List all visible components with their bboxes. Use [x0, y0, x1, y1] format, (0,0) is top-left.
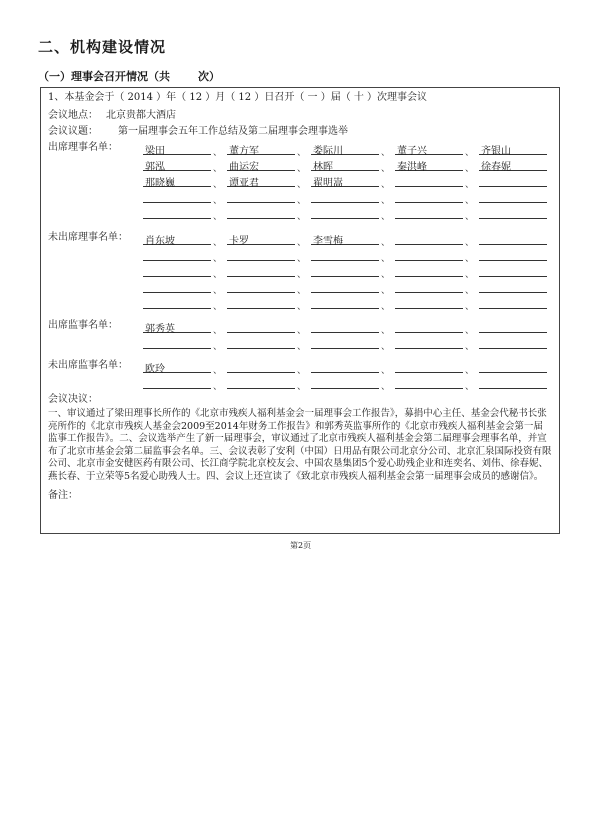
present-directors-label: 出席理事名单： [48, 142, 118, 153]
name-separator: 、 [465, 238, 475, 248]
absent-directors-label: 未出席理事名单： [48, 232, 128, 243]
name-separator: 、 [465, 148, 475, 158]
meeting-date-line: 1、本基金会于（ 2014 ）年（ 12 ）月（ 12 ）日召开（ 一 ）届（ 十 ）次理事会议 [48, 92, 428, 103]
name-separator: 、 [213, 382, 223, 392]
person-name: 董子兴 [397, 146, 427, 157]
person-name: 郭秀英 [145, 324, 175, 335]
name-blank-line [227, 388, 295, 389]
name-separator: 、 [213, 302, 223, 312]
name-separator: 、 [213, 148, 223, 158]
name-blank-line [227, 202, 295, 203]
name-separator: 、 [297, 196, 307, 206]
name-blank-line [479, 276, 547, 277]
name-separator: 、 [381, 326, 391, 336]
person-name: 徐春妮 [481, 162, 511, 173]
resolution-label: 会议决议： [48, 394, 98, 405]
name-separator: 、 [213, 238, 223, 248]
name-blank-line [143, 292, 211, 293]
name-blank-line [227, 308, 295, 309]
person-name: 肖东坡 [145, 236, 175, 247]
name-blank-line [395, 244, 463, 245]
name-separator: 、 [465, 180, 475, 190]
name-separator: 、 [297, 180, 307, 190]
name-separator: 、 [381, 164, 391, 174]
name-separator: 、 [213, 366, 223, 376]
name-blank-line [311, 308, 379, 309]
name-separator: 、 [381, 212, 391, 222]
name-blank-line [479, 218, 547, 219]
name-separator: 、 [213, 164, 223, 174]
name-separator: 、 [465, 270, 475, 280]
name-blank-line [479, 332, 547, 333]
name-separator: 、 [465, 302, 475, 312]
name-separator: 、 [465, 164, 475, 174]
name-separator: 、 [297, 382, 307, 392]
name-blank-line [395, 186, 463, 187]
name-blank-line [143, 202, 211, 203]
name-separator: 、 [381, 366, 391, 376]
name-separator: 、 [297, 254, 307, 264]
name-separator: 、 [381, 382, 391, 392]
name-separator: 、 [381, 270, 391, 280]
name-blank-line [143, 308, 211, 309]
name-separator: 、 [213, 180, 223, 190]
name-separator: 、 [213, 342, 223, 352]
name-separator: 、 [381, 286, 391, 296]
name-separator: 、 [465, 212, 475, 222]
name-blank-line [227, 276, 295, 277]
name-separator: 、 [465, 196, 475, 206]
person-name: 娄际川 [313, 146, 343, 157]
name-blank-line [479, 244, 547, 245]
name-separator: 、 [297, 286, 307, 296]
name-separator: 、 [465, 382, 475, 392]
name-blank-line [227, 218, 295, 219]
person-name: 那晓巍 [145, 178, 175, 189]
name-blank-line [227, 372, 295, 373]
name-blank-line [227, 260, 295, 261]
present-supervisors-label: 出席监事名单： [48, 320, 118, 331]
name-separator: 、 [297, 164, 307, 174]
name-separator: 、 [381, 148, 391, 158]
name-separator: 、 [465, 286, 475, 296]
absent-supervisors-label: 未出席监事名单： [48, 360, 128, 371]
notes-label: 备注： [48, 490, 78, 501]
person-name: 林晖 [313, 162, 333, 173]
location-value: 北京贵都大酒店 [106, 110, 176, 121]
name-separator: 、 [213, 270, 223, 280]
name-blank-line [479, 292, 547, 293]
topic-value: 第一届理事会五年工作总结及第二届理事会理事选举 [118, 126, 348, 137]
name-blank-line [143, 260, 211, 261]
resolution-text: 一、审议通过了梁田理事长所作的《北京市残疾人福利基金会一届理事会工作报告》，募捐中心主任、基金会代秘书长张亮所作的《北京市残疾人基金会2009至2014年财务工作报告》和郭秀英监事所作的《北京市残疾人福利基金会第一届监事工作报告》。二、会议选举产生了新一届理事会，审议通过了北京市残疾人福利基金会第二届理事会理事名单，并宣布了北京市基金会第二届监事会名单。三、会议表彰了安利（中国）日用品有限公司北京分公司、北京汇泉国际投资有限公司、北京市金安健医药有限公司、长江商学院北京校友会、中国农垦集团5个爱心助残企业和连奕名、刘伟、徐春妮、燕长春、于立荣等5名爱心助残人士。四、会议上还宣读了《致北京市残疾人福利基金会第一届理事会成员的感谢信》。 [48, 408, 552, 482]
name-blank-line [311, 348, 379, 349]
name-blank-line [143, 348, 211, 349]
person-name: 梁田 [145, 146, 165, 157]
name-blank-line [143, 388, 211, 389]
name-separator: 、 [213, 212, 223, 222]
name-separator: 、 [381, 342, 391, 352]
name-separator: 、 [297, 238, 307, 248]
name-blank-line [143, 276, 211, 277]
name-separator: 、 [465, 254, 475, 264]
subsection-title [38, 68, 220, 84]
name-separator: 、 [213, 254, 223, 264]
name-blank-line [479, 260, 547, 261]
topic-label: 会议议题： [48, 126, 98, 137]
name-blank-line [311, 202, 379, 203]
name-blank-line [479, 388, 547, 389]
name-blank-line [395, 308, 463, 309]
name-blank-line [395, 218, 463, 219]
page-number: 第2页 [290, 541, 312, 550]
name-blank-line [311, 372, 379, 373]
name-separator: 、 [297, 212, 307, 222]
name-blank-line [395, 348, 463, 349]
person-name: 翟明嵩 [313, 178, 343, 189]
name-separator: 、 [381, 254, 391, 264]
name-separator: 、 [297, 302, 307, 312]
name-blank-line [395, 332, 463, 333]
name-blank-line [311, 218, 379, 219]
person-name: 欧玲 [145, 364, 165, 375]
name-separator: 、 [297, 326, 307, 336]
person-name: 秦洪峰 [397, 162, 427, 173]
name-blank-line [227, 332, 295, 333]
name-blank-line [395, 276, 463, 277]
name-separator: 、 [297, 342, 307, 352]
subsection-title-suffix: 次） [198, 70, 220, 83]
name-separator: 、 [213, 326, 223, 336]
person-name: 郭泓 [145, 162, 165, 173]
name-separator: 、 [465, 342, 475, 352]
person-name: 李雪梅 [313, 236, 343, 247]
name-blank-line [227, 292, 295, 293]
name-blank-line [143, 218, 211, 219]
name-separator: 、 [465, 326, 475, 336]
person-name: 曲运宏 [229, 162, 259, 173]
name-blank-line [395, 388, 463, 389]
name-blank-line [395, 372, 463, 373]
name-blank-line [395, 260, 463, 261]
name-blank-line [311, 332, 379, 333]
name-separator: 、 [381, 196, 391, 206]
person-name: 谭亚君 [229, 178, 259, 189]
name-separator: 、 [213, 196, 223, 206]
person-name: 齐银山 [481, 146, 511, 157]
subsection-title-prefix: （一）理事会召开情况（共 [38, 70, 170, 83]
name-blank-line [311, 388, 379, 389]
person-name: 董方军 [229, 146, 259, 157]
name-separator: 、 [465, 366, 475, 376]
name-separator: 、 [297, 270, 307, 280]
section-title: 二、机构建设情况 [38, 38, 167, 56]
name-blank-line [311, 292, 379, 293]
person-name: 卡罗 [229, 236, 249, 247]
name-separator: 、 [381, 180, 391, 190]
name-separator: 、 [213, 286, 223, 296]
name-blank-line [479, 308, 547, 309]
name-separator: 、 [297, 148, 307, 158]
name-blank-line [395, 292, 463, 293]
location-label: 会议地点： [48, 110, 98, 121]
name-blank-line [479, 372, 547, 373]
name-separator: 、 [297, 366, 307, 376]
name-blank-line [479, 186, 547, 187]
name-blank-line [395, 202, 463, 203]
name-blank-line [311, 276, 379, 277]
name-blank-line [311, 260, 379, 261]
name-separator: 、 [381, 302, 391, 312]
name-blank-line [479, 348, 547, 349]
name-blank-line [227, 348, 295, 349]
name-blank-line [479, 202, 547, 203]
name-separator: 、 [381, 238, 391, 248]
